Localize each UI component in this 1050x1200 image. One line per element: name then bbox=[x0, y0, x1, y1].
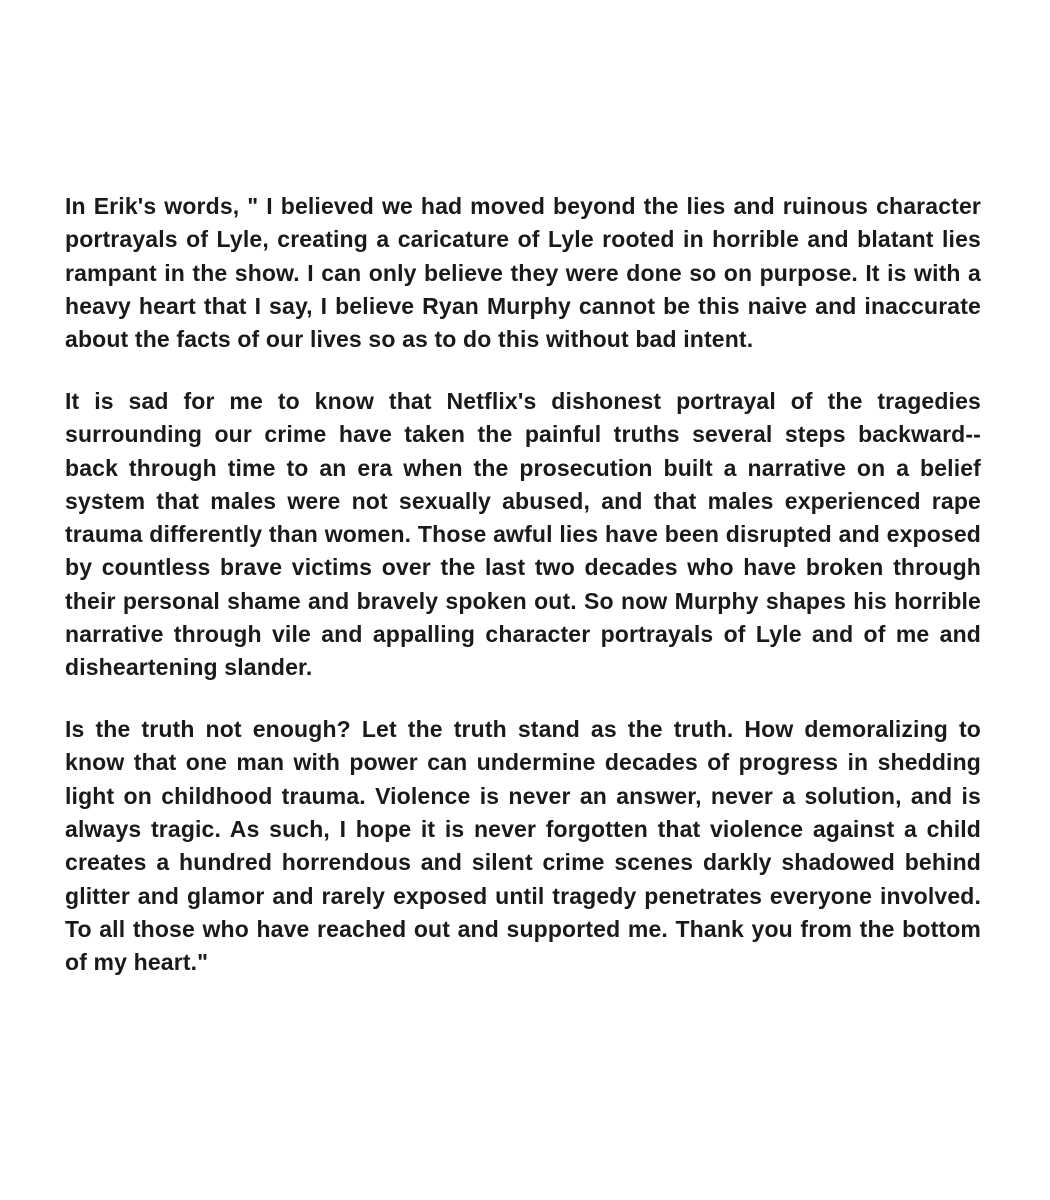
paragraph-2: It is sad for me to know that Netflix's dishonest portrayal of the tragedies surrounding our crime have taken the painful truths several steps backward-- back through time to an era when the prosecution built a narrative on a belief system that males were not sexually abused, and that males experienced rape trauma differently than women. Those awful lies have been disrupted and exposed by countless brave victims over the last two decades who have broken through their personal shame and bravely spoken out. So now Murphy shapes his horrible narrative through vile and appalling character portrayals of Lyle and of me and disheartening slander. bbox=[65, 387, 981, 681]
paragraph-3: Is the truth not enough? Let the truth stand as the truth. How demoralizing to know that one man with power can undermine decades of progress in shedding light on childhood trauma. Violence is never an answer, never a solution, and is always tragic. As such, I hope it is never forgotten that violence against a child creates a hundred horrendous and silent crime scenes darkly shadowed behind glitter and glamor and rarely exposed until tragedy penetrates everyone involved. To all those who have reached out and supported me. Thank you from the bottom of my heart." bbox=[65, 716, 981, 976]
paragraph-1: In Erik's words, " I believed we had moved beyond the lies and ruinous character portrayals of Lyle, creating a caricature of Lyle rooted in horrible and blatant lies rampant in the show. I can only believe they were done so on purpose. It is with a heavy heart that I say, I believe Ryan Murphy cannot be this naive and inaccurate about the facts of our lives so as to do this without bad intent. bbox=[65, 193, 981, 353]
statement-text-block bbox=[65, 190, 981, 980]
